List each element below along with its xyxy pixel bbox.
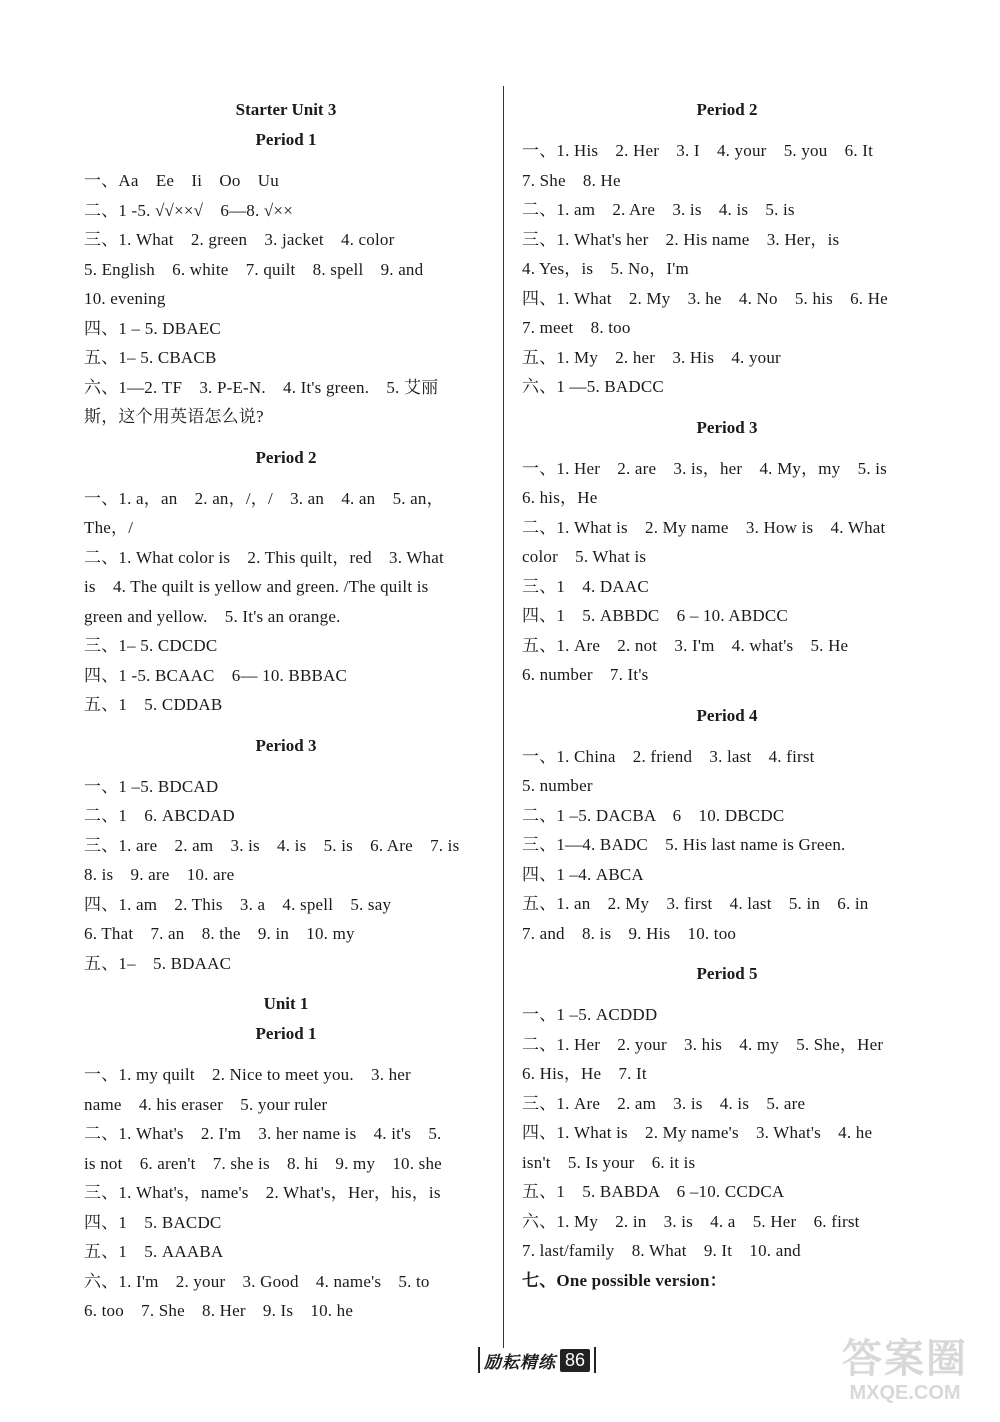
- period-heading: Period 3: [255, 735, 317, 755]
- answer-line: is not 6. aren't 7. she is 8. hi 9. my 10. she: [84, 1153, 442, 1173]
- answer-section: [522, 136, 932, 402]
- unit-heading: Starter Unit 3: [235, 100, 337, 119]
- answer-line: 四、1 -5. BCAAC 6— 10. BBBAC: [84, 665, 348, 685]
- answer-line: 二、1. am 2. Are 3. is 4. is 5. is: [522, 200, 795, 219]
- answer-section: [84, 484, 488, 720]
- period-heading: Period 2: [255, 447, 317, 467]
- answer-line: 三、1. are 2. am 3. is 4. is 5. is 6. Are 7. is: [84, 835, 460, 855]
- answer-line: 一、1. Her 2. are 3. is，her 4. My，my 5. is: [522, 458, 887, 478]
- period-heading: Period 1: [255, 1024, 317, 1043]
- answer-line: 四、1 – 5. DBAEC: [84, 318, 221, 338]
- answer-line: 二、1 -5. √√××√ 6—8. √××: [84, 200, 293, 220]
- answer-line: 7. meet 8. too: [522, 318, 631, 337]
- answer-line: 四、1. What 2. My 3. he 4. No 5. his 6. He: [522, 288, 888, 308]
- answer-section: [84, 1060, 488, 1326]
- answer-section: [84, 772, 488, 979]
- period-heading: Period 1: [255, 130, 317, 149]
- answer-line: 一、1. His 2. Her 3. I 4. your 5. you 6. It: [522, 141, 874, 160]
- answer-line: 七、One possible version：: [522, 1270, 727, 1290]
- answer-line: 一、1. China 2. friend 3. last 4. first: [522, 746, 815, 766]
- answer-line: name 4. his eraser 5. your ruler: [84, 1094, 328, 1114]
- left-column: [84, 96, 488, 1338]
- answer-line: 6. number 7. It's: [522, 665, 649, 684]
- answer-line: 6. That 7. an 8. the 9. in 10. my: [84, 924, 355, 943]
- answer-section: [522, 1000, 932, 1295]
- answer-line: 二、1. What color is 2. This quilt，red 3. What: [84, 547, 444, 567]
- answer-line: 五、1– 5. BDAAC: [84, 953, 232, 973]
- answer-line: 四、1. What is 2. My name's 3. What's 4. he: [522, 1123, 873, 1142]
- answer-line: 五、1. Are 2. not 3. I'm 4. what's 5. He: [522, 635, 849, 655]
- answer-line: 六、1 —5. BADCC: [522, 377, 664, 396]
- answer-line: 四、1 –4. ABCA: [522, 864, 644, 884]
- answer-line: 一、1. my quilt 2. Nice to meet you. 3. her: [84, 1065, 411, 1084]
- answer-line: 五、1 5. CDDAB: [84, 695, 223, 714]
- footer-bar-left: [478, 1347, 480, 1373]
- column-divider: [503, 86, 504, 1348]
- period-heading: Period 4: [696, 705, 758, 725]
- answer-line: 10. evening: [84, 289, 166, 308]
- answer-line: 7. She 8. He: [522, 170, 621, 190]
- answer-line: 6. His，He 7. It: [522, 1064, 647, 1083]
- watermark: [820, 1336, 990, 1416]
- answer-line: 三、1. What 2. green 3. jacket 4. color: [84, 230, 395, 249]
- answer-line: 一、1 –5. ACDDD: [522, 1005, 658, 1024]
- answer-line: 二、1 6. ABCDAD: [84, 806, 235, 825]
- answer-line: 三、1. What's，name's 2. What's，Her，his，is: [84, 1183, 441, 1202]
- answer-line: 三、1—4. BADC 5. His last name is Green.: [522, 835, 846, 854]
- answer-line: 7. last/family 8. What 9. It 10. and: [522, 1241, 801, 1260]
- unit-heading: Unit 1: [263, 994, 309, 1013]
- answer-line: isn't 5. Is your 6. it is: [522, 1152, 696, 1172]
- answer-line: 二、1. Her 2. your 3. his 4. my 5. She，Her: [522, 1034, 884, 1054]
- answer-line: 斯，这个用英语怎么说?: [84, 407, 264, 426]
- answer-line: 二、1. What is 2. My name 3. How is 4. What: [522, 517, 886, 537]
- period-heading: Period 3: [696, 417, 758, 437]
- answer-line: 二、1 –5. DACBA 6 10. DBCDC: [522, 805, 785, 825]
- answer-section: [522, 742, 932, 949]
- answer-line: 四、1 5. BACDC: [84, 1212, 222, 1232]
- answer-line: 三、1. Are 2. am 3. is 4. is 5. are: [522, 1093, 806, 1113]
- answer-line: 5. English 6. white 7. quilt 8. spell 9. and: [84, 259, 424, 279]
- watermark-url: MXQE.COM: [849, 1382, 961, 1404]
- answer-line: 五、1 5. BABDA 6 –10. CCDCA: [522, 1182, 785, 1201]
- answer-line: 三、1– 5. CDCDC: [84, 636, 218, 655]
- answer-line: 五、1. an 2. My 3. first 4. last 5. in 6. in: [522, 894, 869, 913]
- answer-line: 三、1. What's her 2. His name 3. Her，is: [522, 229, 840, 249]
- answer-line: 六、1. I'm 2. your 3. Good 4. name's 5. to: [84, 1271, 430, 1291]
- answer-line: is 4. The quilt is yellow and green. /The quilt is: [84, 577, 429, 596]
- footer-logo: 励耘精练: [484, 1352, 556, 1373]
- answer-line: 5. number: [522, 776, 593, 795]
- watermark-logo-text: 答案圈: [842, 1336, 968, 1382]
- answer-line: 一、Aa Ee Ii Oo Uu: [84, 171, 279, 190]
- answer-line: 六、1—2. TF 3. P-E-N. 4. It's green. 5. 艾丽: [84, 377, 439, 397]
- answer-line: 二、1. What's 2. I'm 3. her name is 4. it's 5.: [84, 1124, 442, 1143]
- answer-line: color 5. What is: [522, 547, 647, 566]
- answer-line: 4. Yes，is 5. No，I'm: [522, 259, 689, 278]
- answer-line: 五、1– 5. CBACB: [84, 348, 217, 367]
- answer-line: 三、1 4. DAAC: [522, 576, 649, 596]
- answer-section: [522, 454, 932, 690]
- answer-section: [84, 166, 488, 432]
- period-heading: Period 2: [696, 100, 758, 119]
- answer-line: 6. too 7. She 8. Her 9. Is 10. he: [84, 1301, 354, 1320]
- answer-line: green and yellow. 5. It's an orange.: [84, 606, 341, 626]
- answer-line: 六、1. My 2. in 3. is 4. a 5. Her 6. first: [522, 1211, 860, 1231]
- answer-line: 五、1. My 2. her 3. His 4. your: [522, 347, 781, 367]
- right-column: [522, 96, 932, 1307]
- page-number: 86: [560, 1349, 590, 1372]
- answer-line: 8. is 9. are 10. are: [84, 865, 235, 884]
- answer-line: 一、1 –5. BDCAD: [84, 776, 219, 796]
- answer-line: 四、1 5. ABBDC 6 – 10. ABDCC: [522, 606, 788, 625]
- answer-line: 6. his，He: [522, 488, 598, 507]
- answer-line: 7. and 8. is 9. His 10. too: [522, 923, 737, 943]
- answer-line: 五、1 5. AAABA: [84, 1242, 224, 1261]
- period-heading: Period 5: [696, 964, 758, 983]
- answer-line: 四、1. am 2. This 3. a 4. spell 5. say: [84, 894, 392, 914]
- answer-line: 一、1. a，an 2. an，/，/ 3. an 4. an 5. an，: [84, 488, 444, 508]
- footer-bar-right: [594, 1347, 596, 1373]
- page-footer: [478, 1344, 596, 1376]
- answer-line: The，/: [84, 518, 134, 537]
